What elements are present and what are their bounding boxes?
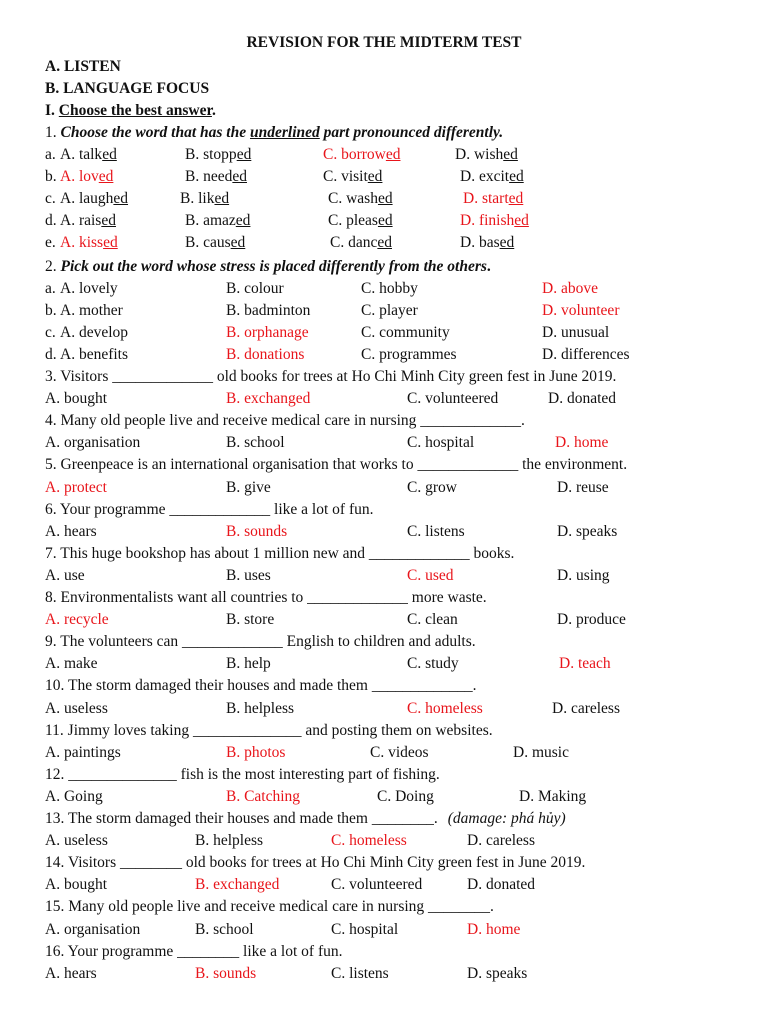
option-text: D. finish xyxy=(460,212,515,230)
answer-option[interactable]: A. make xyxy=(45,655,98,673)
question-sentence: 8. Environmentalists want all countries to _____________ more waste. xyxy=(45,589,487,606)
underlined-ending: ed xyxy=(113,190,129,208)
answer-option[interactable]: D. Making xyxy=(519,787,587,805)
answer-option[interactable]: D. unusual xyxy=(542,324,610,342)
answer-option[interactable] xyxy=(323,144,401,166)
answer-option[interactable]: C. used xyxy=(407,566,454,584)
underlined-ending: ed xyxy=(230,234,246,252)
underlined-ending: ed xyxy=(102,146,117,163)
question-sentence: 5. Greenpeace is an international organisation that works to _____________ the environment. xyxy=(45,456,628,474)
row-prefix: a. xyxy=(45,146,56,163)
question-sentence: 11. Jimmy loves taking ______________ and posting them on websites. xyxy=(45,721,493,739)
answer-option[interactable]: C. clean xyxy=(407,611,458,629)
option-text: C. wash xyxy=(328,190,378,208)
answer-option[interactable]: B. photos xyxy=(226,743,286,761)
answer-option[interactable]: D. above xyxy=(542,280,598,297)
answer-option[interactable]: D. teach xyxy=(559,655,611,673)
underlined-ending: ed xyxy=(101,212,116,230)
answer-option[interactable]: D. volunteer xyxy=(542,302,620,320)
vocab-note: (damage: phá hủy) xyxy=(447,810,566,827)
section-b-heading: B. LANGUAGE FOCUS xyxy=(45,80,210,97)
underlined-ending: ed xyxy=(367,168,383,186)
answer-option[interactable] xyxy=(185,166,247,188)
answer-option[interactable]: A. benefits xyxy=(60,346,129,364)
underlined-ending: ed xyxy=(377,190,393,208)
question-sentence: 3. Visitors _____________ old books for trees at Ho Chi Minh City green fest in June 2019. xyxy=(45,368,617,385)
question-text xyxy=(45,366,616,388)
underlined-ending: ed xyxy=(235,212,251,230)
answer-option[interactable]: B. donations xyxy=(226,346,305,364)
answer-option[interactable] xyxy=(185,232,245,254)
answer-option[interactable] xyxy=(328,188,393,210)
answer-option[interactable]: C. volunteered xyxy=(331,876,423,894)
underlined-ending: ed xyxy=(98,168,114,186)
option-text: C. danc xyxy=(330,234,378,252)
option-text: C. visit xyxy=(323,168,368,186)
underlined-ending: ed xyxy=(103,234,118,252)
answer-option[interactable]: C. player xyxy=(361,302,418,320)
answer-option[interactable]: D. donated xyxy=(548,390,617,408)
answer-option[interactable]: B. badminton xyxy=(226,302,311,320)
question-sentence: 7. This huge bookshop has about 1 million new and _____________ books. xyxy=(45,544,515,562)
option-text: D. wish xyxy=(455,146,504,163)
question-text xyxy=(45,454,627,476)
answer-option[interactable]: D. home xyxy=(467,920,521,938)
answer-option[interactable]: B. store xyxy=(226,611,275,629)
option-text: A. rais xyxy=(60,212,102,230)
q1-instruction: 1. Choose the word that has the underlined part pronounced differently. xyxy=(45,124,504,141)
answer-option[interactable] xyxy=(60,144,117,166)
answer-option[interactable] xyxy=(60,166,113,188)
option-text: B. stopp xyxy=(185,146,237,163)
answer-option[interactable]: C. grow xyxy=(407,478,457,496)
answer-option[interactable]: C. listens xyxy=(331,964,389,982)
underlined-ending: ed xyxy=(377,212,393,230)
row-prefix: c. xyxy=(45,324,56,342)
row-prefix: b. xyxy=(45,302,57,320)
question-text xyxy=(45,720,493,742)
underlined-ending: ed xyxy=(503,146,518,163)
answer-option[interactable]: C. hobby xyxy=(361,280,418,297)
answer-option[interactable]: A. organisation xyxy=(45,434,141,452)
q2-instruction: 2. Pick out the word whose stress is placed differently from the others. xyxy=(45,258,491,275)
section-a-heading: A. LISTEN xyxy=(45,58,121,75)
underlined-ending: ed xyxy=(214,190,230,208)
answer-option[interactable]: B. school xyxy=(195,920,254,938)
answer-option[interactable]: D. using xyxy=(557,566,610,584)
answer-option[interactable]: A. bought xyxy=(45,876,107,894)
answer-option[interactable]: B. sounds xyxy=(226,522,288,540)
answer-option[interactable]: D. donated xyxy=(467,876,536,894)
answer-option[interactable]: A. recycle xyxy=(45,611,109,629)
answer-option[interactable] xyxy=(185,210,250,232)
underlined-ending: ed xyxy=(236,146,252,163)
answer-option[interactable]: D. speaks xyxy=(467,964,528,982)
answer-option[interactable]: A. mother xyxy=(60,302,123,320)
question-sentence: 12. ______________ fish is the most interesting part of fishing. xyxy=(45,765,440,783)
answer-option[interactable]: C. videos xyxy=(370,743,429,761)
answer-option[interactable] xyxy=(455,144,518,166)
answer-option[interactable]: A. develop xyxy=(60,324,129,342)
underlined-ending: ed xyxy=(499,234,515,252)
answer-option[interactable] xyxy=(180,188,229,210)
answer-option[interactable] xyxy=(60,210,116,232)
question-text xyxy=(45,631,476,653)
question-text xyxy=(45,675,476,697)
answer-option[interactable]: D. speaks xyxy=(557,522,618,540)
answer-option[interactable]: D. produce xyxy=(557,611,626,629)
answer-option[interactable]: D. careless xyxy=(552,699,620,717)
question-text xyxy=(45,543,514,565)
answer-option[interactable]: B. orphanage xyxy=(226,324,309,342)
question-sentence: 4. Many old people live and receive medical care in nursing _____________. xyxy=(45,412,525,430)
answer-option[interactable]: D. home xyxy=(555,434,609,452)
answer-option[interactable]: A. useless xyxy=(45,699,108,717)
question-text xyxy=(45,764,440,786)
answer-option[interactable]: A. lovely xyxy=(60,280,118,297)
answer-option[interactable]: C. programmes xyxy=(361,346,457,364)
question-sentence: 10. The storm damaged their houses and made them _____________. xyxy=(45,677,477,695)
answer-option[interactable]: A. useless xyxy=(45,832,108,850)
question-sentence: 16. Your programme ________ like a lot of fun. xyxy=(45,942,343,960)
option-text: C. borrow xyxy=(323,146,386,163)
answer-option[interactable]: C. hospital xyxy=(407,434,475,452)
question-text xyxy=(45,499,373,521)
option-text: B. need xyxy=(185,168,233,186)
underlined-ending: ed xyxy=(232,168,247,186)
answer-option[interactable] xyxy=(460,166,524,188)
question-text xyxy=(45,808,566,830)
question-sentence: 14. Visitors ________ old books for trees at Ho Chi Minh City green fest in June 2019. xyxy=(45,854,586,872)
question-sentence: 6. Your programme _____________ like a lot of fun. xyxy=(45,500,374,518)
underlined-ending: ed xyxy=(377,234,392,252)
answer-option[interactable]: C. Doing xyxy=(377,787,434,805)
answer-option[interactable]: C. volunteered xyxy=(407,390,499,408)
answer-option[interactable]: B. school xyxy=(226,434,285,452)
row-prefix: b. xyxy=(45,168,57,186)
answer-option[interactable] xyxy=(330,232,392,254)
option-text: B. amaz xyxy=(185,212,236,230)
answer-option[interactable]: C. hospital xyxy=(331,920,399,938)
option-text: C. pleas xyxy=(328,212,378,230)
question-text xyxy=(45,410,525,432)
answer-option[interactable] xyxy=(60,232,118,254)
answer-option[interactable] xyxy=(328,210,393,232)
row-prefix: d. xyxy=(45,346,57,364)
question-text xyxy=(45,852,585,874)
row-prefix: e. xyxy=(45,234,56,252)
question-text xyxy=(45,587,487,609)
answer-option[interactable]: B. give xyxy=(226,478,271,496)
underlined-ending: ed xyxy=(508,190,524,208)
answer-option[interactable]: A. Going xyxy=(45,787,103,805)
answer-option[interactable]: B. sounds xyxy=(195,964,257,982)
answer-option[interactable]: B. helpless xyxy=(195,832,264,850)
question-sentence: 13. The storm damaged their houses and made them ________. xyxy=(45,810,438,827)
answer-option[interactable]: D. differences xyxy=(542,346,630,364)
answer-option[interactable] xyxy=(460,210,529,232)
answer-option[interactable]: A. hears xyxy=(45,964,97,982)
answer-option[interactable]: A. organisation xyxy=(45,920,141,938)
answer-option[interactable]: C. homeless xyxy=(331,832,407,850)
row-prefix: c. xyxy=(45,190,56,208)
answer-option[interactable]: B. uses xyxy=(226,566,271,584)
answer-option[interactable]: A. paintings xyxy=(45,743,121,761)
part-1-heading: I. Choose the best answer. xyxy=(45,102,216,119)
question-sentence: 9. The volunteers can _____________ English to children and adults. xyxy=(45,633,476,651)
row-prefix: d. xyxy=(45,212,57,230)
option-text: B. caus xyxy=(185,234,231,252)
question-text xyxy=(45,896,494,918)
answer-option[interactable]: A. bought xyxy=(45,390,107,408)
option-text: D. bas xyxy=(460,234,500,252)
underlined-ending: ed xyxy=(385,146,401,163)
option-text: A. lov xyxy=(60,168,99,186)
answer-option[interactable] xyxy=(463,188,523,210)
underlined-ending: ed xyxy=(509,168,524,186)
answer-option[interactable] xyxy=(60,188,128,210)
answer-option[interactable]: C. study xyxy=(407,655,459,673)
answer-option[interactable] xyxy=(323,166,382,188)
page-title: REVISION FOR THE MIDTERM TEST xyxy=(246,34,522,51)
answer-option[interactable]: C. listens xyxy=(407,522,465,540)
option-text: B. lik xyxy=(180,190,215,208)
underlined-ending: ed xyxy=(514,212,529,230)
answer-option[interactable] xyxy=(460,232,514,254)
option-text: A. talk xyxy=(60,146,103,163)
option-text: A. kiss xyxy=(60,234,104,252)
row-prefix: a. xyxy=(45,280,56,297)
answer-option[interactable]: B. Catching xyxy=(226,787,301,805)
question-text xyxy=(45,941,342,963)
answer-option[interactable]: C. homeless xyxy=(407,699,483,717)
answer-option[interactable]: A. hears xyxy=(45,522,97,540)
answer-option[interactable]: A. protect xyxy=(45,478,107,496)
answer-option[interactable]: A. use xyxy=(45,566,85,584)
answer-option[interactable]: D. careless xyxy=(467,832,535,850)
answer-option[interactable]: C. community xyxy=(361,324,450,342)
answer-option[interactable]: D. reuse xyxy=(557,478,609,496)
answer-option[interactable]: D. music xyxy=(513,743,569,761)
question-sentence: 15. Many old people live and receive medical care in nursing ________. xyxy=(45,898,494,916)
answer-option[interactable]: B. colour xyxy=(226,280,284,297)
option-text: A. laugh xyxy=(60,190,114,208)
answer-option[interactable]: B. help xyxy=(226,655,271,673)
answer-option[interactable]: B. exchanged xyxy=(195,876,280,894)
option-text: D. start xyxy=(463,190,509,208)
answer-option[interactable] xyxy=(185,144,251,166)
answer-option[interactable]: B. helpless xyxy=(226,699,295,717)
option-text: D. excit xyxy=(460,168,510,186)
answer-option[interactable]: B. exchanged xyxy=(226,390,311,408)
